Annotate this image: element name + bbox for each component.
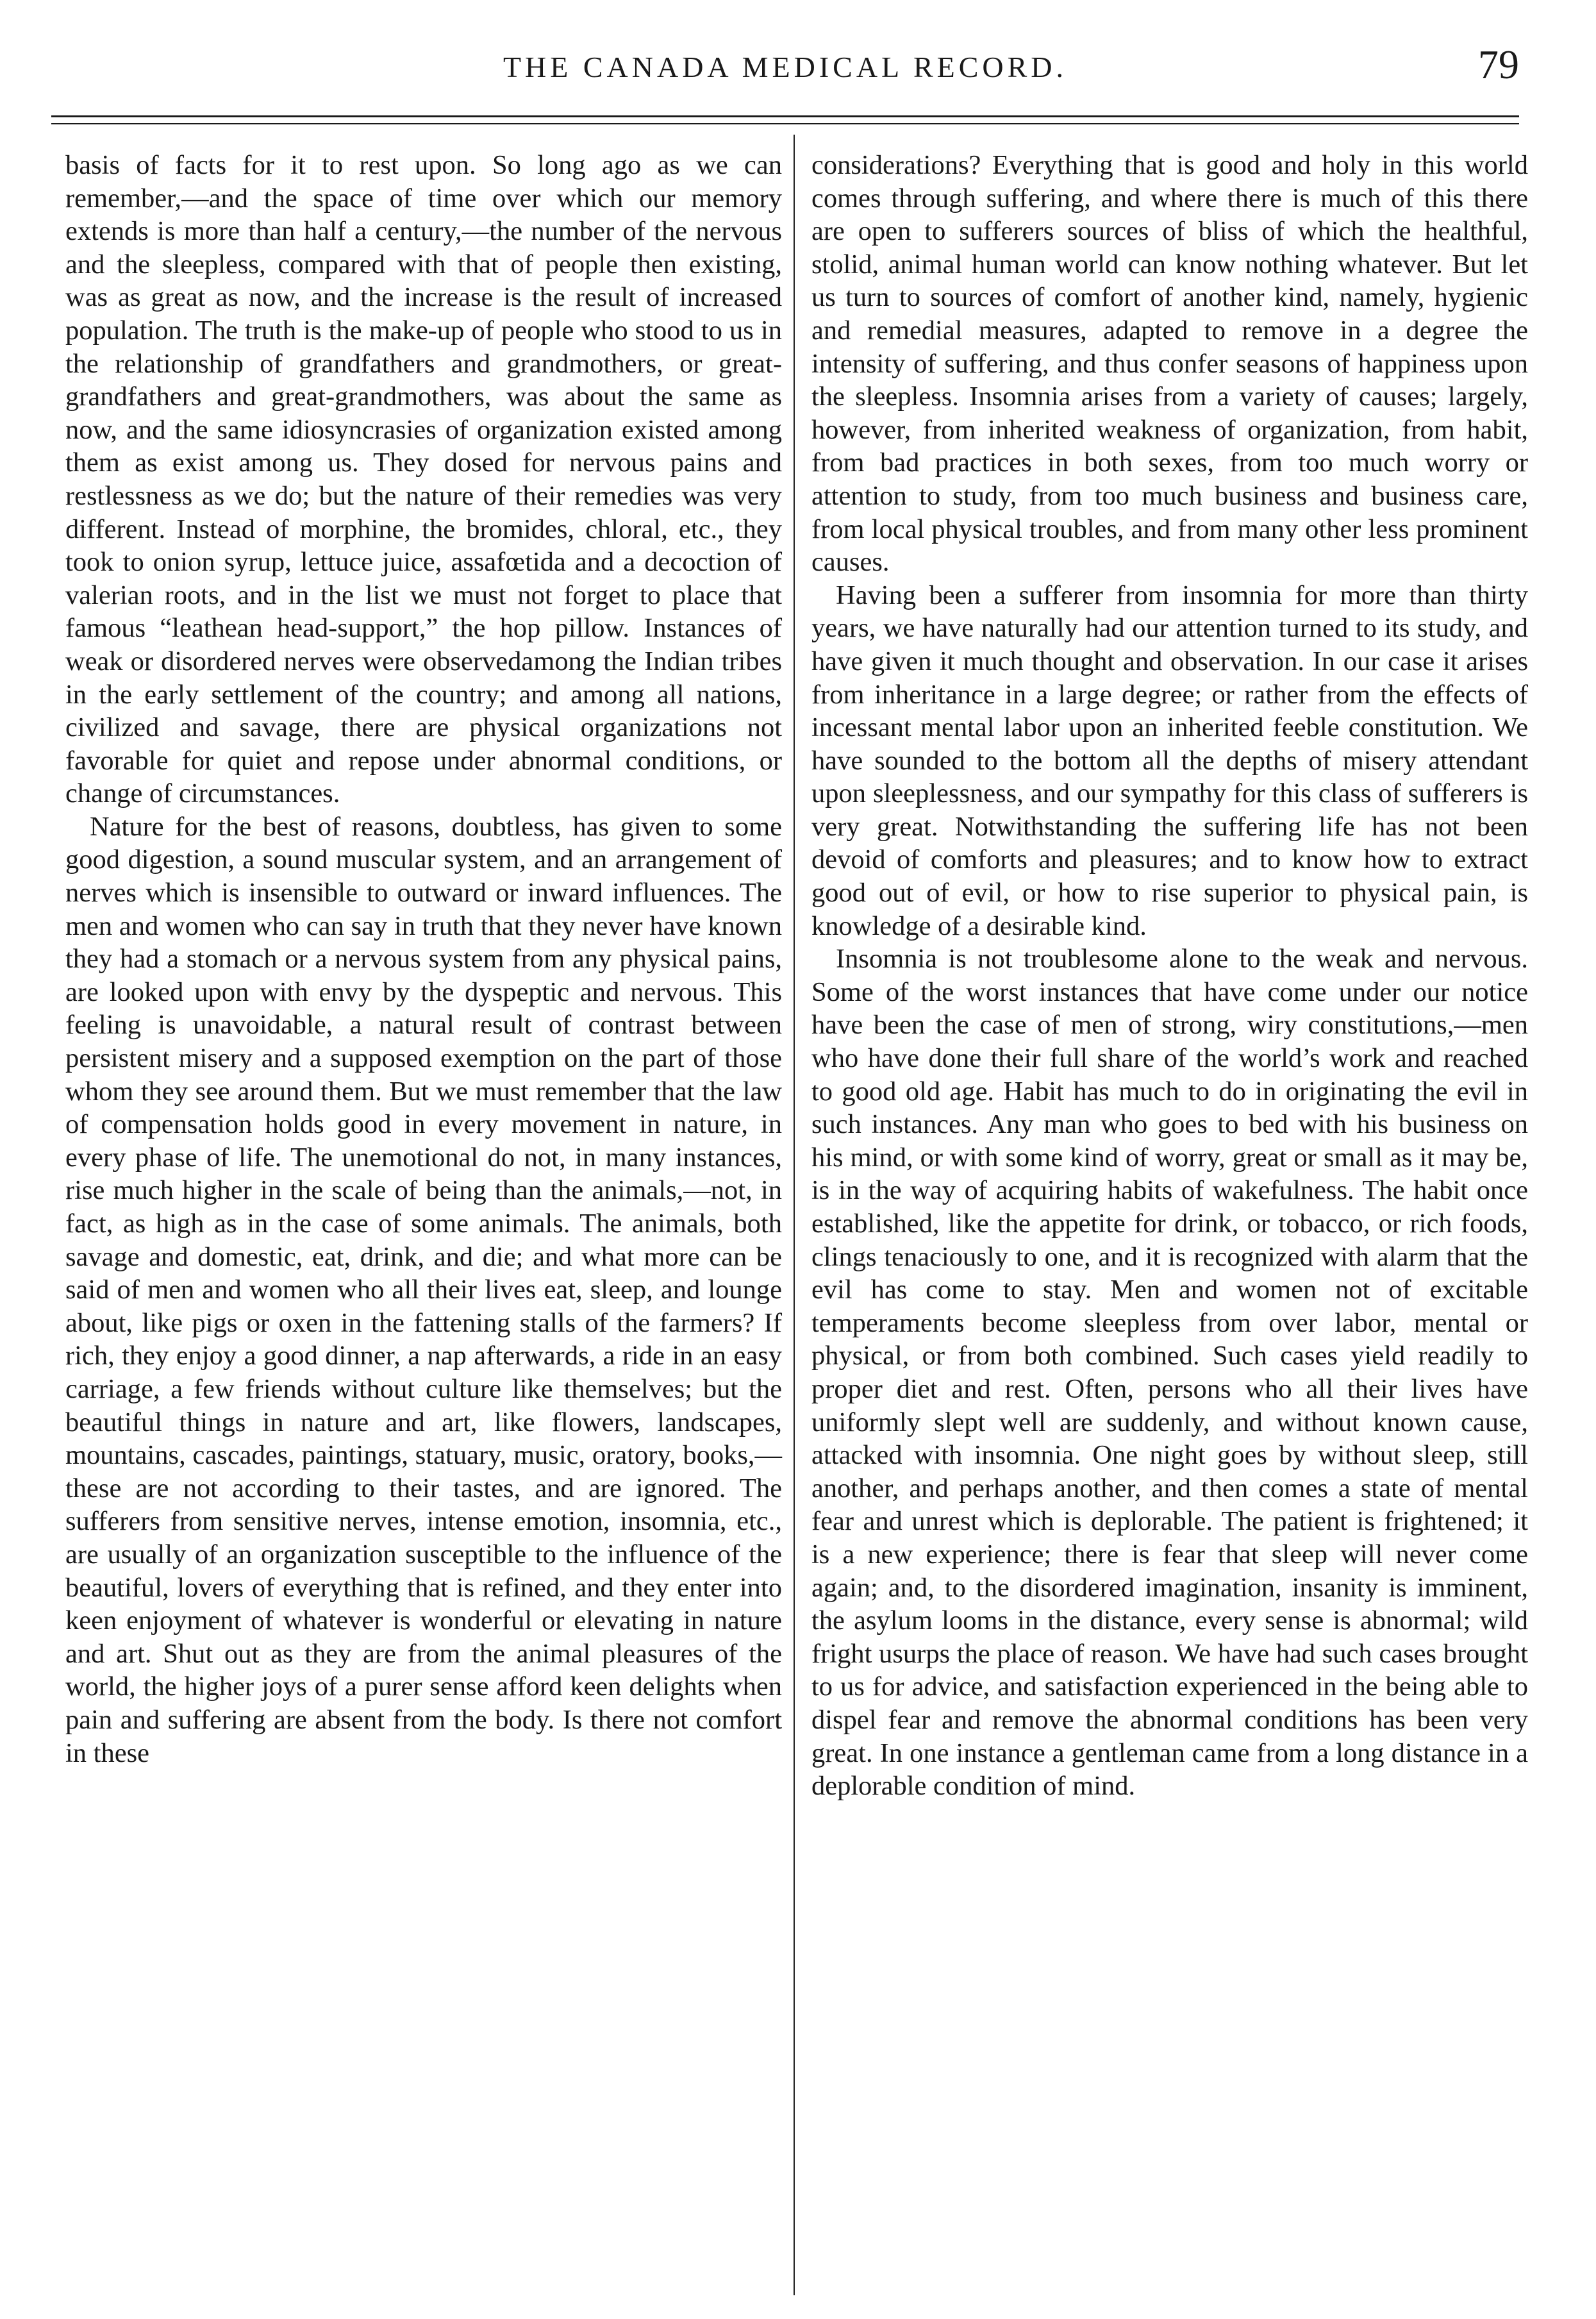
right-paragraph-1: considerations? Everything that is good and holy in this world comes through suffering, and where there is much of this there are open to sufferers sources of bliss of which the healthful, stolid, animal human world can know nothing whatever. But let us turn to sources of comfort of another kind, namely, hygienic and remedial measures, adapted to remove in a degree the intensity of suffering, and thus confer seasons of happiness upon the sleepless. Insomnia arises from a variety of causes; largely, however, from inherited weakness of organization, from habit, from bad practices in both sexes, from too much worry or attention to study, from too much business and business care, from local physical troubles, and from many other less prominent causes. bbox=[811, 150, 1528, 578]
page-number: 79 bbox=[1478, 42, 1519, 87]
running-title: THE CANADA MEDICAL RECORD. bbox=[503, 51, 1068, 83]
left-column bbox=[65, 149, 782, 2290]
column-divider bbox=[794, 135, 795, 2295]
header-rule-top bbox=[51, 115, 1519, 117]
left-paragraph-2: Nature for the best of reasons, doubtless, has given to some good digestion, a sound muscular system, and an arrangement of nerves which is insensible to outward or inward influences. The men and women who can say in truth that they never have known they had a stomach or a nervous system from any physical pains, are looked upon with envy by the dyspeptic and nervous. This feeling is unavoidable, a natural result of contrast between persistent misery and a supposed exemption on the part of those whom they see around them. But we must remember that the law of compensation holds good in every movement in nature, in every phase of life. The unemotional do not, in many instances, rise much higher in the scale of being than the animals,—not, in fact, as high as in the case of some animals. The animals, both savage and domestic, eat, drink, and die; and what more can be said of men and women who all their lives eat, sleep, and lounge about, like pigs or oxen in the fattening stalls of the farmers? If rich, they enjoy a good dinner, a nap afterwards, a ride in an easy carriage, a few friends without culture like themselves; but the beautiful things in nature and art, like flowers, landscapes, mountains, cascades, paintings, statuary, music, oratory, books,—these are not according to their tastes, and are ignored. The sufferers from sensitive nerves, intense emotion, insomnia, etc., are usually of an organization susceptible to the influence of the beautiful, lovers of everything that is refined, and they enter into keen enjoyment of whatever is wonderful or elevating in nature and art. Shut out as they are from the animal pleasures of the world, the higher joys of a purer sense afford keen delights when pain and suffering are absent from the body. Is there not comfort in these bbox=[65, 811, 782, 1768]
left-paragraph-1: basis of facts for it to rest upon. So long ago as we can remember,—and the space of time over which our memory extends is more than half a century,—the number of the nervous and the sleepless, compared with that of people then existing, was as great as now, and the increase is the result of increased population. The truth is the make-up of people who stood to us in the relationship of grandfathers and grandmothers, or great-grandfathers and great-grandmothers, was about the same as now, and the same idiosyncrasies of organization existed among them as exist among us. They dosed for nervous pains and restlessness as we do; but the nature of their remedies was very different. Instead of morphine, the bromides, chloral, etc., they took to onion syrup, lettuce juice, assafœtida and a decoction of valerian roots, and in the list we must not forget to place that famous “leathean head-support,” the hop pillow. Instances of weak or disordered nerves were observedamong the Indian tribes in the early settlement of the country; and among all nations, civilized and savage, there are physical organizations not favorable for quiet and repose under abnormal conditions, or change of circumstances. bbox=[65, 150, 782, 809]
right-column bbox=[811, 149, 1528, 2290]
right-paragraph-2: Having been a sufferer from insomnia for more than thirty years, we have naturally had our attention turned to its study, and have given it much thought and observation. In our case it arises from inheritance in a large degree; or rather from the effects of incessant mental labor upon an inherited feeble constitution. We have sounded to the bottom all the depths of misery attendant upon sleeplessness, and our sympathy for this class of sufferers is very great. Notwithstanding the suffering life has not been devoid of comforts and pleasures; and to know how to extract good out of evil, or how to rise superior to physical pain, is knowledge of a desirable kind. bbox=[811, 580, 1528, 941]
page-header bbox=[51, 38, 1519, 109]
right-paragraph-3: Insomnia is not troublesome alone to the weak and nervous. Some of the worst instances that have come under our notice have been the case of men of strong, wiry constitutions,—men who have done their full share of the world’s work and reached to good old age. Habit has much to do in originating the evil in such instances. Any man who goes to bed with his business on his mind, or with some kind of worry, great or small as it may be, is in the way of acquiring habits of wakefulness. The habit once established, like the appetite for drink, or tobacco, or rich foods, clings tenaciously to one, and it is recognized with alarm that the evil has come to stay. Men and women not of excitable temperaments become sleepless from over labor, mental or physical, or from both combined. Such cases yield readily to proper diet and rest. Often, persons who all their lives have uniformly slept well are suddenly, and without known cause, attacked with insomnia. One night goes by without sleep, still another, and perhaps another, and then comes a state of mental fear and unrest which is deplorable. The patient is frightened; it is a new experience; there is fear that sleep will never come again; and, to the disordered imagination, insanity is imminent, the asylum looms in the distance, every sense is abnormal; wild fright usurps the place of reason. We have had such cases brought to us for advice, and satisfaction experienced in the being able to dispel fear and remove the abnormal conditions has been very great. In one instance a gentleman came from a long distance in a deplorable condition of mind. bbox=[811, 944, 1528, 1802]
header-rule-bottom bbox=[51, 123, 1519, 124]
